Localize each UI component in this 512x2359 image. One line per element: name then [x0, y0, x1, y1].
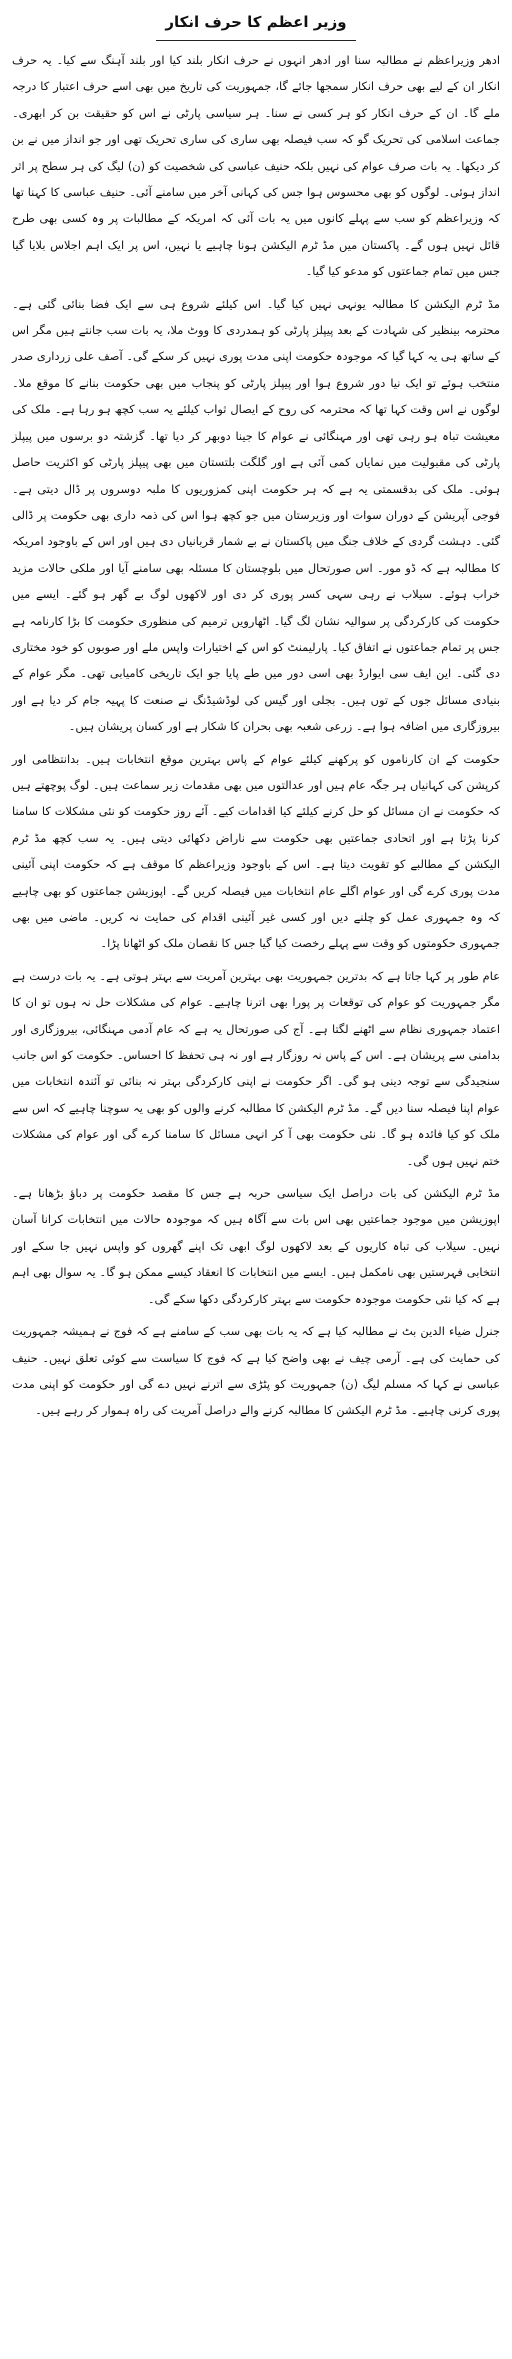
article-paragraph: ادھر وزیراعظم نے مطالبہ سنا اور ادھر انہوں نے حرف انکار بلند کیا اور بلند آہنگ سے کیا۔ یہ حرف انکار ان کے لیے بھی حرف انکار سمجھا جائے گا، جمہوریت کی تاریخ میں بھی اسے حرف اعتبار کا درجہ ملے گا۔ ان کے حرف انکار کو ہر کسی نے سنا۔ ہر سیاسی پارٹی نے اس کو حقیقت بن کر ابھری۔ جماعت اسلامی کی تحریک گو کہ سب فیصلہ بھی ساری کی ساری تحریک تھی اور جو انداز میں نے بن کر دیکھا۔ یہ بات صرف عوام کی نہیں بلکہ حنیف عباسی کی شخصیت کو (ن) لیگ کی ہر سطح پر اثر انداز ہوئی۔ لوگوں کو بھی محسوس ہوا جس کی کہانی آخر میں سامنے آئی۔ حنیف عباسی کا کہنا تھا کہ وزیراعظم کو سب سے پہلے کانوں میں یہ بات آئی کہ امریکہ کے مطالبات پر وہ کسی بھی طرح قائل نہیں ہوں گے۔ پاکستان میں مڈ ٹرم الیکشن ہونا چاہیے یا نہیں، اس پر ایک اہم اجلاس بلایا گیا جس میں تمام جماعتوں کو مدعو کیا گیا۔ — [12, 53, 500, 279]
article-paragraph: عام طور پر کہا جاتا ہے کہ بدترین جمہوریت بھی بہترین آمریت سے بہتر ہوتی ہے۔ یہ بات درست ہے مگر جمہوریت کو عوام کی توقعات پر پورا بھی اترنا چاہیے۔ عوام کی مشکلات حل نہ ہوں تو ان کا اعتماد جمہوری نظام سے اٹھنے لگتا ہے۔ آج کی صورتحال یہ ہے کہ عام آدمی مہنگائی، بیروزگاری اور بدامنی سے پریشان ہے۔ اس کے پاس نہ روزگار ہے اور نہ ہی تحفظ کا احساس۔ حکومت کو اس جانب سنجیدگی سے توجہ دینی ہو گی۔ اگر حکومت نے اپنی کارکردگی بہتر نہ بنائی تو آئندہ انتخابات میں عوام اپنا فیصلہ سنا دیں گے۔ مڈ ٹرم الیکشن کا مطالبہ کرنے والوں کو بھی یہ سوچنا چاہیے کہ اس سے ملک کو کیا فائدہ ہو گا۔ نئی حکومت بھی آ کر انہی مسائل کا سامنا کرے گی اور عوام کی مشکلات ختم نہیں ہوں گی۔ — [12, 968, 500, 1168]
article-title: وزیر اعظم کا حرف انکار — [156, 8, 356, 41]
article-paragraph: حکومت کے ان کارناموں کو پرکھنے کیلئے عوام کے پاس بہترین موقع انتخابات ہیں۔ بدانتظامی اور کرپشن کی کہانیاں ہر جگہ عام ہیں اور عدالتوں میں بھی مقدمات زیر سماعت ہیں۔ لوگ پوچھتے ہیں کہ حکومت نے ان مسائل کو حل کرنے کیلئے کیا اقدامات کیے۔ آئے روز حکومت کو نئی مشکلات کا سامنا کرنا پڑتا ہے اور اتحادی جماعتیں بھی حکومت سے ناراض دکھائی دیتی ہیں۔ یہ سب کچھ مڈ ٹرم الیکشن کے مطالبے کو تقویت دیتا ہے۔ اس کے باوجود وزیراعظم کا موقف ہے کہ حکومت اپنی آئینی مدت پوری کرے گی اور عوام اگلے عام انتخابات میں فیصلہ کریں گے۔ اپوزیشن جماعتوں کو بھی چاہیے کہ وہ جمہوری عمل کو چلنے دیں اور کسی غیر آئینی اقدام کی حمایت نہ کریں۔ ماضی میں بھی جمہوری حکومتوں کو وقت سے پہلے رخصت کیا گیا جس کا نقصان ملک کو اٹھانا پڑا۔ — [12, 751, 500, 951]
article-paragraph: مڈ ٹرم الیکشن کی بات دراصل ایک سیاسی حربہ ہے جس کا مقصد حکومت پر دباؤ بڑھانا ہے۔ اپوزیشن میں موجود جماعتیں بھی اس بات سے آگاہ ہیں کہ موجودہ حالات میں انتخابات کرانا آسان نہیں۔ سیلاب کی تباہ کاریوں کے بعد لاکھوں لوگ ابھی تک اپنے گھروں کو واپس نہیں جا سکے اور انتخابی فہرستیں بھی نامکمل ہیں۔ ایسے میں انتخابات کا انعقاد کیسے ممکن ہو گا۔ یہ سوال بھی اہم ہے کہ کیا نئی حکومت موجودہ حکومت سے بہتر کارکردگی دکھا سکے گی۔ — [12, 1186, 500, 1306]
article-paragraph: جنرل ضیاء الدین بٹ نے مطالبہ کیا ہے کہ یہ بات بھی سب کے سامنے ہے کہ فوج نے ہمیشہ جمہوریت کی حمایت کی ہے۔ آرمی چیف نے بھی واضح کیا ہے کہ فوج کا سیاست سے کوئی تعلق نہیں۔ حنیف عباسی نے کہا کہ مسلم لیگ (ن) جمہوریت کو پٹڑی سے اترنے نہیں دے گی اور حکومت کو اپنی مدت پوری کرنی چاہیے۔ مڈ ٹرم الیکشن کا مطالبہ کرنے والے دراصل آمریت کی راہ ہموار کر رہے ہیں۔ — [12, 1324, 500, 1418]
article-body — [12, 47, 500, 1424]
article-paragraph: مڈ ٹرم الیکشن کا مطالبہ یونہی نہیں کیا گیا۔ اس کیلئے شروع ہی سے ایک فضا بنائی گئی ہے۔ محترمہ بینظیر کی شہادت کے بعد پیپلز پارٹی کو ہمدردی کا ووٹ ملا، یہ بات سب جانتے ہیں مگر اس کے ساتھ ہی یہ کہا گیا کہ موجودہ حکومت اپنی مدت پوری نہیں کر سکے گی۔ آصف علی زرداری صدر منتخب ہوئے تو ایک نیا دور شروع ہوا اور پیپلز پارٹی کو پنجاب میں بھی حکومت بنانے کا موقع ملا۔ لوگوں نے اس وقت کہا تھا کہ محترمہ کی روح کے ایصال ثواب کیلئے یہ سب کچھ ہو رہا ہے۔ ملک کی معیشت تباہ ہو رہی تھی اور مہنگائی نے عوام کا جینا دوبھر کر دیا تھا۔ گزشتہ دو برسوں میں پیپلز پارٹی کی مقبولیت میں نمایاں کمی آئی ہے اور گلگت بلتستان میں بھی پیپلز پارٹی کو اکثریت حاصل ہوئی۔ ملک کی بدقسمتی یہ ہے کہ ہر حکومت اپنی کمزوریوں کا ملبہ دوسروں پر ڈال دیتی ہے۔ فوجی آپریشن کے دوران سوات اور وزیرستان میں جو کچھ ہوا اس کی ذمہ داری بھی حکومت پر ڈالی گئی۔ دہشت گردی کے خلاف جنگ میں پاکستان نے بے شمار قربانیاں دی ہیں اور اس کے باوجود امریکہ کا مطالبہ ہے کہ ڈو مور۔ اس صورتحال میں بلوچستان کا مسئلہ بھی سامنے آیا اور ملکی حالات مزید خراب ہوئے۔ سیلاب نے رہی سہی کسر پوری کر دی اور لاکھوں لوگ بے گھر ہو گئے۔ ایسے میں حکومت کی کارکردگی پر سوالیہ نشان لگ گیا۔ اٹھارویں ترمیم کی منظوری حکومت کا بڑا کارنامہ ہے جس پر تمام جماعتوں نے اتفاق کیا۔ پارلیمنٹ کو اس کے اختیارات واپس ملے اور صوبوں کو خود مختاری دی گئی۔ این ایف سی ایوارڈ بھی اسی دور میں طے پایا جو ایک تاریخی کامیابی تھی۔ مگر عوام کے بنیادی مسائل جوں کے توں ہیں۔ بجلی اور گیس کی لوڈشیڈنگ نے صنعت کا پہیہ جام کر دیا ہے اور بیروزگاری میں اضافہ ہوا ہے۔ زرعی شعبہ بھی بحران کا شکار ہے اور کسان پریشان ہیں۔ — [12, 296, 500, 734]
